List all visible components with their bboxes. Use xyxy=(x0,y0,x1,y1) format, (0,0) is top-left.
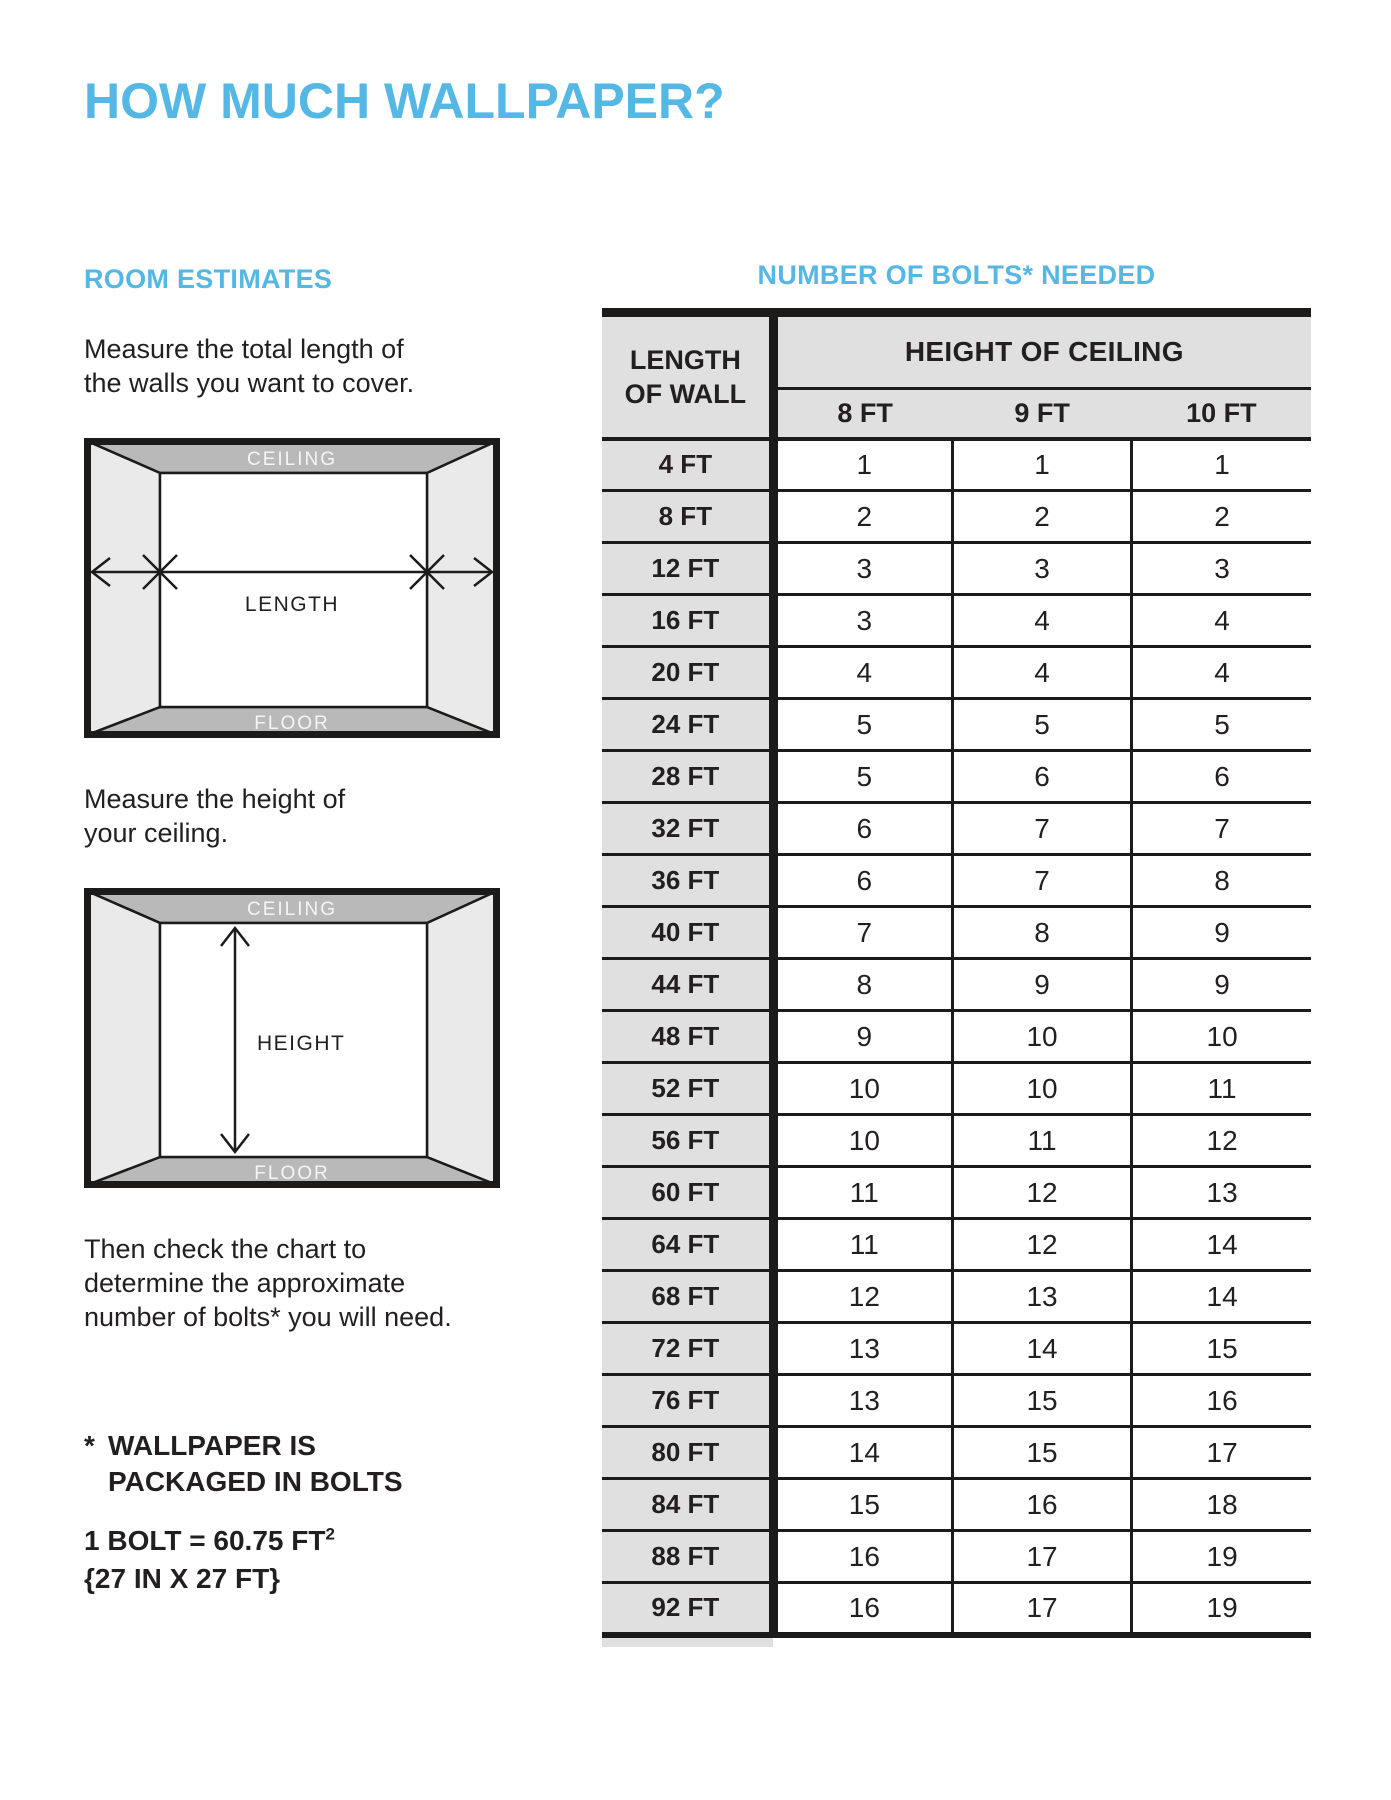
bolt-count-cell: 3 xyxy=(952,543,1131,595)
right-wall-face xyxy=(427,441,497,735)
wall-length-label: 80 FT xyxy=(602,1427,773,1479)
table-row xyxy=(602,1479,1311,1531)
bolt-count-cell: 17 xyxy=(1132,1427,1311,1479)
bolt-count-cell: 19 xyxy=(1132,1583,1311,1635)
bolt-count-cell: 15 xyxy=(952,1427,1131,1479)
bolt-count-cell: 16 xyxy=(773,1531,952,1583)
bolt-count-cell: 14 xyxy=(773,1427,952,1479)
bolt-count-cell: 1 xyxy=(1132,439,1311,491)
ceiling-10ft-header: 10 FT xyxy=(1132,389,1311,439)
table-row xyxy=(602,595,1311,647)
wall-length-label: 92 FT xyxy=(602,1583,773,1635)
table-row xyxy=(602,1063,1311,1115)
left-wall-face xyxy=(87,891,160,1185)
step2-text xyxy=(84,782,345,850)
text-line: PACKAGED IN BOLTS xyxy=(108,1466,403,1497)
table-row xyxy=(602,1167,1311,1219)
bolt-count-cell: 10 xyxy=(1132,1011,1311,1063)
bolt-count-cell: 14 xyxy=(952,1323,1131,1375)
bolt-count-cell: 9 xyxy=(1132,959,1311,1011)
ceiling-8ft-header: 8 FT xyxy=(773,389,952,439)
right-wall-face xyxy=(427,891,497,1185)
bolts-footnote xyxy=(84,1428,403,1500)
step3-text xyxy=(84,1232,452,1334)
table-row xyxy=(602,803,1311,855)
height-of-ceiling-header: HEIGHT OF CEILING xyxy=(773,313,1311,389)
bolt-count-cell: 6 xyxy=(773,855,952,907)
bolt-count-cell: 11 xyxy=(773,1219,952,1271)
bolt-count-cell: 11 xyxy=(1132,1063,1311,1115)
ceiling-9ft-header: 9 FT xyxy=(952,389,1131,439)
table-row xyxy=(602,1375,1311,1427)
table-row xyxy=(602,699,1311,751)
room-length-diagram xyxy=(84,438,500,738)
wall-length-label: 72 FT xyxy=(602,1323,773,1375)
text-line: WALLPAPER IS xyxy=(108,1430,316,1461)
table-corner-tab xyxy=(602,1638,773,1647)
header-row-1 xyxy=(602,313,1311,389)
bolt-count-cell: 3 xyxy=(1132,543,1311,595)
bolt-count-cell: 6 xyxy=(952,751,1131,803)
bolt-count-cell: 9 xyxy=(773,1011,952,1063)
bolt-count-cell: 10 xyxy=(952,1063,1131,1115)
wall-length-label: 76 FT xyxy=(602,1375,773,1427)
bolt-count-cell: 5 xyxy=(773,699,952,751)
bolt-count-cell: 2 xyxy=(773,491,952,543)
wall-length-label: 12 FT xyxy=(602,543,773,595)
text-line: Measure the total length of xyxy=(84,334,404,364)
bolt-count-cell: 1 xyxy=(952,439,1131,491)
bolt-count-cell: 12 xyxy=(1132,1115,1311,1167)
bolt-count-cell: 5 xyxy=(952,699,1131,751)
bolt-count-cell: 18 xyxy=(1132,1479,1311,1531)
bolts-table xyxy=(602,308,1311,1638)
text-line: LENGTH xyxy=(629,344,741,375)
length-of-wall-header xyxy=(602,313,773,439)
wall-length-label: 4 FT xyxy=(602,439,773,491)
wall-length-label: 84 FT xyxy=(602,1479,773,1531)
bolt-count-cell: 4 xyxy=(1132,647,1311,699)
bolt-count-cell: 1 xyxy=(773,439,952,491)
ceiling-label: CEILING xyxy=(246,449,338,470)
bolt-count-cell: 6 xyxy=(1132,751,1311,803)
wall-length-label: 44 FT xyxy=(602,959,773,1011)
table-row xyxy=(602,543,1311,595)
table-row xyxy=(602,1011,1311,1063)
bolt-dimensions-line: {27 IN X 27 FT} xyxy=(84,1563,281,1594)
bolt-count-cell: 14 xyxy=(1132,1219,1311,1271)
wall-length-label: 20 FT xyxy=(602,647,773,699)
table-row xyxy=(602,491,1311,543)
room-estimates-heading: ROOM ESTIMATES xyxy=(84,264,333,294)
bolt-count-cell: 16 xyxy=(773,1583,952,1635)
table-row xyxy=(602,751,1311,803)
wall-length-label: 40 FT xyxy=(602,907,773,959)
bolt-count-cell: 7 xyxy=(952,803,1131,855)
bolt-count-cell: 12 xyxy=(952,1167,1131,1219)
left-wall-face xyxy=(87,441,160,735)
bolt-count-cell: 8 xyxy=(952,907,1131,959)
height-label: HEIGHT xyxy=(257,1032,346,1055)
bolt-count-cell: 4 xyxy=(952,647,1131,699)
bolt-count-cell: 6 xyxy=(773,803,952,855)
bolt-count-cell: 10 xyxy=(773,1115,952,1167)
bolt-count-cell: 10 xyxy=(773,1063,952,1115)
bolt-count-cell: 13 xyxy=(952,1271,1131,1323)
floor-label: FLOOR xyxy=(254,1163,330,1184)
wall-length-label: 68 FT xyxy=(602,1271,773,1323)
table-row xyxy=(602,1531,1311,1583)
wall-length-label: 88 FT xyxy=(602,1531,773,1583)
text-line: determine the approximate xyxy=(84,1268,406,1298)
bolt-count-cell: 3 xyxy=(773,543,952,595)
wall-length-label: 56 FT xyxy=(602,1115,773,1167)
bolt-count-cell: 12 xyxy=(952,1219,1131,1271)
text-line: Then check the chart to xyxy=(84,1234,367,1264)
text-line: OF WALL xyxy=(624,378,747,409)
superscript-2: 2 xyxy=(325,1524,335,1544)
text-line: your ceiling. xyxy=(84,818,229,848)
bolt-count-cell: 2 xyxy=(1132,491,1311,543)
footnote-lines xyxy=(108,1428,403,1500)
floor-label: FLOOR xyxy=(254,713,330,734)
table-row xyxy=(602,959,1311,1011)
text-line: the walls you want to cover. xyxy=(84,368,415,398)
wall-length-label: 52 FT xyxy=(602,1063,773,1115)
table-row xyxy=(602,1115,1311,1167)
bolt-count-cell: 5 xyxy=(1132,699,1311,751)
bolt-count-cell: 16 xyxy=(1132,1375,1311,1427)
bolt-count-cell: 15 xyxy=(952,1375,1131,1427)
wall-length-label: 24 FT xyxy=(602,699,773,751)
step1-text xyxy=(84,332,414,400)
bolt-count-cell: 4 xyxy=(952,595,1131,647)
wall-length-label: 60 FT xyxy=(602,1167,773,1219)
wall-length-label: 48 FT xyxy=(602,1011,773,1063)
table-row xyxy=(602,1323,1311,1375)
wall-length-label: 64 FT xyxy=(602,1219,773,1271)
table-row xyxy=(602,907,1311,959)
bolt-size-info xyxy=(84,1522,335,1598)
bolt-count-cell: 15 xyxy=(1132,1323,1311,1375)
bolt-count-cell: 19 xyxy=(1132,1531,1311,1583)
bolt-count-cell: 7 xyxy=(773,907,952,959)
wall-length-label: 28 FT xyxy=(602,751,773,803)
table-row xyxy=(602,439,1311,491)
bolt-count-cell: 13 xyxy=(773,1323,952,1375)
table-row xyxy=(602,1271,1311,1323)
wall-length-label: 16 FT xyxy=(602,595,773,647)
table-row xyxy=(602,647,1311,699)
bolt-count-cell: 9 xyxy=(1132,907,1311,959)
length-label: LENGTH xyxy=(244,593,340,616)
bolt-count-cell: 11 xyxy=(773,1167,952,1219)
bolt-count-cell: 17 xyxy=(952,1583,1131,1635)
text-line: 1 BOLT = 60.75 FT xyxy=(84,1525,326,1556)
bolt-count-cell: 8 xyxy=(773,959,952,1011)
table-row xyxy=(602,855,1311,907)
wall-length-label: 36 FT xyxy=(602,855,773,907)
bolt-count-cell: 4 xyxy=(773,647,952,699)
bolt-count-cell: 2 xyxy=(952,491,1131,543)
bolt-count-cell: 7 xyxy=(1132,803,1311,855)
bolt-count-cell: 17 xyxy=(952,1531,1131,1583)
bolt-count-cell: 12 xyxy=(773,1271,952,1323)
bolt-count-cell: 3 xyxy=(773,595,952,647)
bolt-count-cell: 13 xyxy=(1132,1167,1311,1219)
bolt-count-cell: 11 xyxy=(952,1115,1131,1167)
table-row xyxy=(602,1583,1311,1635)
bolt-count-cell: 10 xyxy=(952,1011,1131,1063)
bolts-chart-section xyxy=(602,260,1311,1647)
text-line: number of bolts* you will need. xyxy=(84,1302,452,1332)
bolt-count-cell: 8 xyxy=(1132,855,1311,907)
table-row xyxy=(602,1219,1311,1271)
bolt-count-cell: 16 xyxy=(952,1479,1131,1531)
text-line: Measure the height of xyxy=(84,784,346,814)
bolt-count-cell: 13 xyxy=(773,1375,952,1427)
bolt-count-cell: 14 xyxy=(1132,1271,1311,1323)
bolt-count-cell: 4 xyxy=(1132,595,1311,647)
wall-length-label: 8 FT xyxy=(602,491,773,543)
bolt-count-cell: 15 xyxy=(773,1479,952,1531)
table-row xyxy=(602,1427,1311,1479)
bolt-count-cell: 7 xyxy=(952,855,1131,907)
page-title: HOW MUCH WALLPAPER? xyxy=(84,73,725,129)
bolt-area-line xyxy=(84,1522,335,1560)
ceiling-label: CEILING xyxy=(246,899,338,920)
back-wall-face xyxy=(160,473,427,707)
bolts-table-heading: NUMBER OF BOLTS* NEEDED xyxy=(757,260,1156,290)
asterisk: * xyxy=(84,1430,95,1461)
bolt-count-cell: 9 xyxy=(952,959,1131,1011)
bolts-table-body xyxy=(602,439,1311,1635)
room-height-diagram xyxy=(84,888,500,1188)
wall-length-label: 32 FT xyxy=(602,803,773,855)
bolt-count-cell: 5 xyxy=(773,751,952,803)
